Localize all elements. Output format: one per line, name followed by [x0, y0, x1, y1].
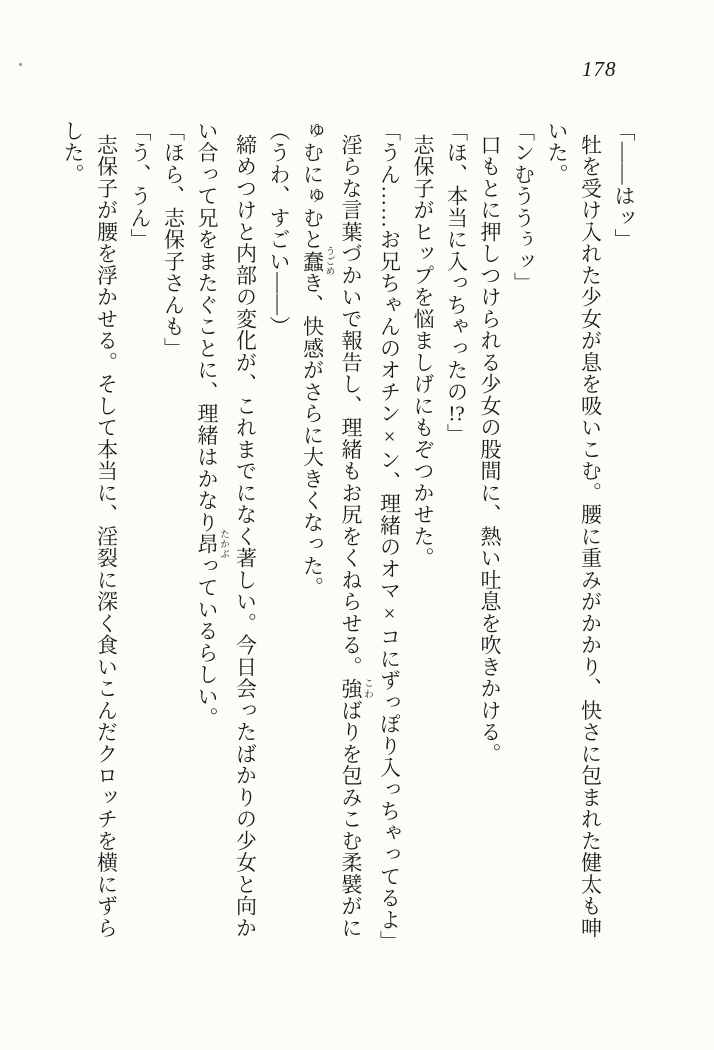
text-line: 「——はッ」 [612, 120, 636, 251]
page-number: 178 [582, 57, 617, 81]
text-line: した。 [61, 120, 85, 186]
text-line: 「ほら、志保子さんも」 [161, 120, 186, 360]
text-line: 「ンむううぅッ」 [511, 120, 536, 294]
text-line: いた。 [545, 120, 569, 186]
text-line: 「う、うん」 [128, 120, 152, 251]
text-line: （うわ、すごい——） [267, 120, 291, 338]
text-line: 口もとに押しつけられる少女の股間に、熱い吐息を吹きかける。 [478, 134, 502, 765]
scan-speck [19, 63, 22, 66]
ruby-annotated-kanji: 昂 たかぶ [195, 529, 228, 560]
ruby-annotated-kanji: 蠢 うごめ [300, 246, 334, 277]
text-line: ゅむにゅむと蠢 うごめき、快感がさらに大きくなった。 [300, 120, 334, 599]
ruby-annotated-kanji: 強 こわ [339, 677, 372, 700]
text-line: 淫らな言葉づかいで報告し、理緒もお尻をくねらせる。強 こわばりを包みこむ柔襞がに [339, 134, 372, 939]
text-line: 志保子が腰を浮かせる。そして本当に、淫裂に深く食いこんだクロッチを横にずら [94, 134, 119, 939]
text-line: 締めつけと内部の変化が、これまでになく著しい。今日会ったばかりの少女と向か [233, 134, 258, 939]
text-line: い合って兄をまたぐことに、理緒はかなり昂 たかぶっているらしい。 [195, 120, 228, 729]
text-line: 志保子がヒップを悩ましげにもぞつかせた。 [411, 134, 435, 569]
text-line: 「うん……お兄ちゃんのオチン×ン、理緒のオマ×コにずっぽり入っちゃってるよ」 [377, 120, 402, 953]
text-block [56, 120, 641, 952]
text-line: 「ほ、本当に入っちゃったの!?」 [444, 120, 469, 446]
text-line: 牡を受け入れた少女が息を吸いこむ。腰に重みがかかり、快さに包まれた健太も呻 [578, 134, 603, 939]
tate-chu-yoko: !? [448, 402, 465, 424]
